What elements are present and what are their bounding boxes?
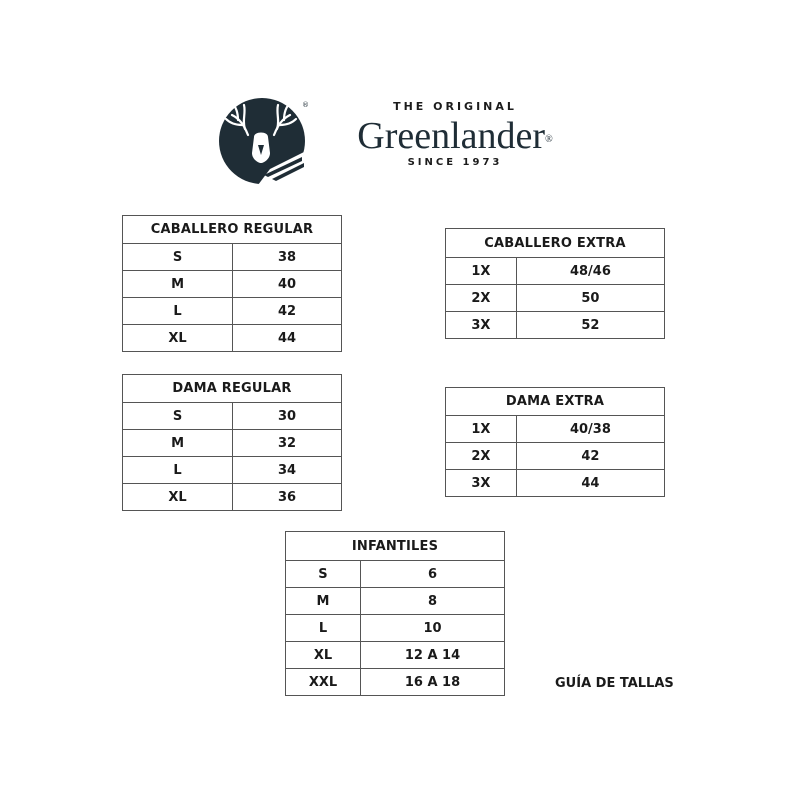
table-row [123,457,342,484]
brand-name [330,115,580,157]
size-cell: XL [286,642,361,669]
brand-logo [218,95,308,185]
table-title: CABALLERO REGULAR [123,216,342,244]
size-cell: 2X [446,285,517,312]
value-cell: 6 [360,561,504,588]
value-cell: 12 A 14 [360,642,504,669]
size-cell: S [123,403,233,430]
size-cell: M [123,271,233,298]
size-cell: XL [123,484,233,511]
table-row [123,325,342,352]
table-row [446,443,665,470]
size-cell: M [286,588,361,615]
value-cell: 44 [233,325,342,352]
size-cell: L [123,298,233,325]
table-row [123,298,342,325]
brand-block [330,100,580,168]
table-row [286,588,505,615]
size-cell: S [286,561,361,588]
table-row [123,430,342,457]
table-dama-regular [122,374,342,511]
size-cell: 1X [446,258,517,285]
table-row [286,561,505,588]
size-cell: M [123,430,233,457]
table-row [446,416,665,443]
brand-tagline: THE ORIGINAL [393,100,517,113]
table-title: CABALLERO EXTRA [446,229,665,258]
value-cell: 8 [360,588,504,615]
value-cell: 34 [233,457,342,484]
table-row [123,244,342,271]
table-row [286,615,505,642]
size-cell: XXL [286,669,361,696]
size-cell: L [123,457,233,484]
value-cell: 42 [233,298,342,325]
size-guide-caption: GUÍA DE TALLAS [555,676,674,691]
value-cell: 40/38 [516,416,664,443]
size-cell: L [286,615,361,642]
registered-mark: ® [545,134,553,145]
table-row [446,470,665,497]
value-cell: 48/46 [516,258,664,285]
table-row [123,484,342,511]
value-cell: 32 [233,430,342,457]
value-cell: 38 [233,244,342,271]
size-cell: S [123,244,233,271]
brand-since: SINCE 1973 [407,157,503,168]
value-cell: 42 [516,443,664,470]
table-row [286,669,505,696]
value-cell: 50 [516,285,664,312]
size-cell: 1X [446,416,517,443]
size-cell: 2X [446,443,517,470]
table-title: INFANTILES [286,532,505,561]
size-cell: 3X [446,312,517,339]
table-row [446,285,665,312]
table-row [123,403,342,430]
svg-text:®: ® [302,101,309,109]
table-infantiles [285,531,505,696]
value-cell: 52 [516,312,664,339]
table-caballero-extra [445,228,665,339]
value-cell: 36 [233,484,342,511]
value-cell: 16 A 18 [360,669,504,696]
deer-head-logo-icon [218,95,308,185]
value-cell: 44 [516,470,664,497]
table-dama-extra [445,387,665,497]
table-caballero-regular [122,215,342,352]
size-cell: XL [123,325,233,352]
table-title: DAMA REGULAR [123,375,342,403]
table-row [446,258,665,285]
value-cell: 40 [233,271,342,298]
brand-name-text: Greenlander [357,115,546,157]
size-cell: 3X [446,470,517,497]
value-cell: 10 [360,615,504,642]
table-row [123,271,342,298]
value-cell: 30 [233,403,342,430]
table-title: DAMA EXTRA [446,388,665,416]
table-row [446,312,665,339]
table-row [286,642,505,669]
